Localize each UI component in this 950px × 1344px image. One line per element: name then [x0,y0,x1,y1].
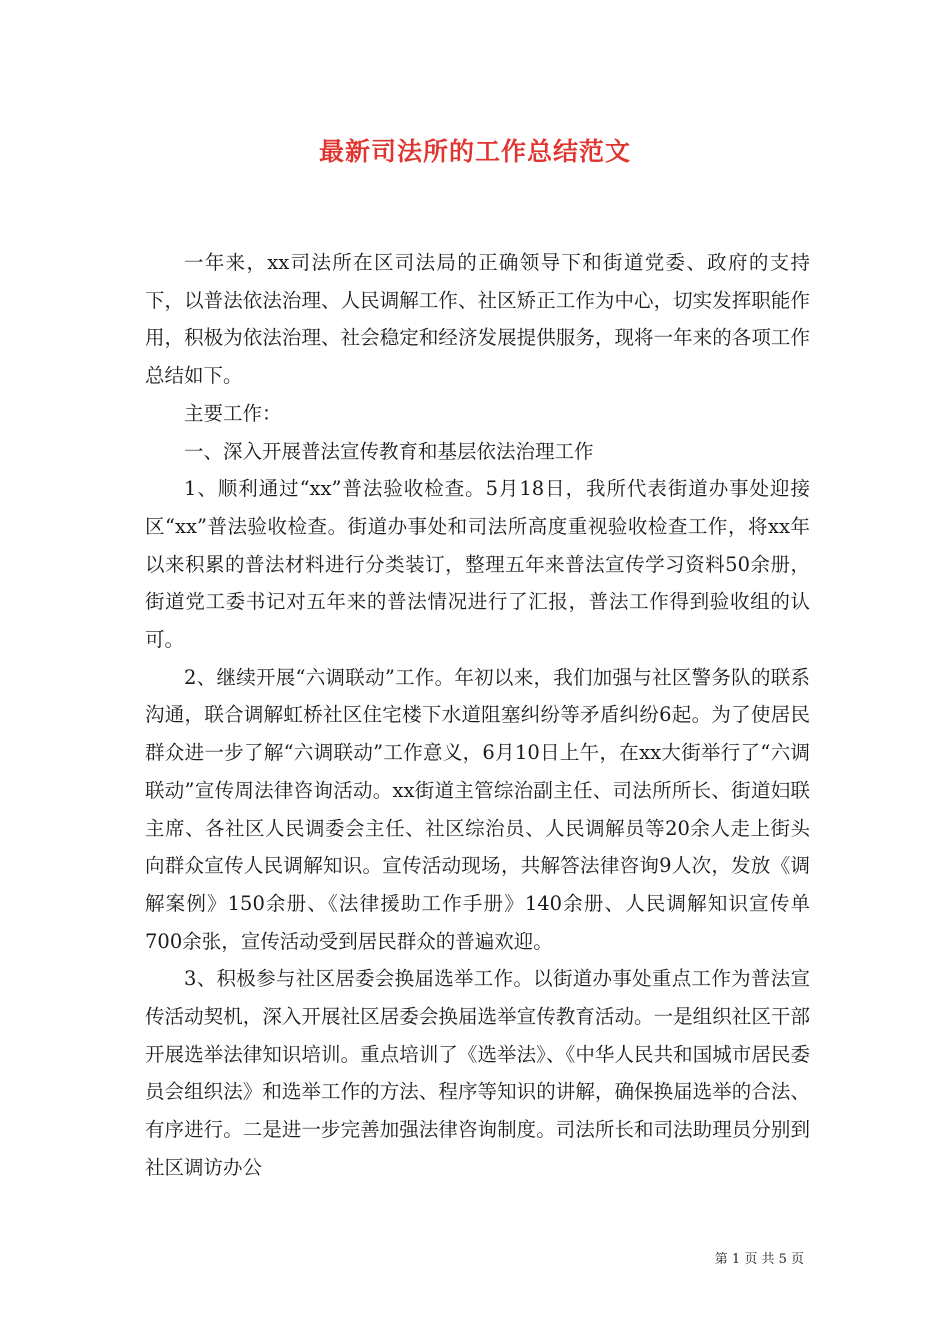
paragraph-item-3: 3、积极参与社区居委会换届选举工作。以街道办事处重点工作为普法宣传活动契机，深入开展社区居委会换届选举宣传教育活动。一是组织社区干部开展选举法律知识培训。重点培训了《选举法》、《中华人民共和国城市居民委员会组织法》和选举工作的方法、程序等知识的讲解，确保换届选举的合法、有序进行。二是进一步完善加强法律咨询制度。司法所长和司法助理员分别到社区调访办公 [145,967,810,1179]
paragraph-main-work-heading: 主要工作： [184,401,282,425]
paragraph-section-one-heading: 一、深入开展普法宣传教育和基层依法治理工作 [184,439,594,463]
document-body [145,244,810,1187]
page-number: 第 1 页 共 5 页 [714,1252,804,1267]
paragraph-item-2: 2、继续开展“六调联动”工作。年初以来，我们加强与社区警务队的联系沟通，联合调解虹桥社区住宅楼下水道阻塞纠纷等矛盾纠纷6起。为了使居民群众进一步了解“六调联动”工作意义，6月10日上午，在xx大街举行了“六调联动”宣传周法律咨询活动。xx街道主管综治副主任、司法所所长、街道妇联主席、各社区人民调委会主任、社区综治员、人民调解员等20余人走上街头向群众宣传人民调解知识。宣传活动现场，共解答法律咨询9人次，发放《调解案例》150余册、《法律援助工作手册》140余册、人民调解知识宣传单700余张，宣传活动受到居民群众的普遍欢迎。 [145,665,810,953]
document-title: 最新司法所的工作总结范文 [318,137,631,166]
paragraph-item-1: 1、顺利通过“xx”普法验收检查。5月18日，我所代表街道办事处迎接区“xx”普法验收检查。街道办事处和司法所高度重视验收检查工作，将xx年以来积累的普法材料进行分类装订，整理五年来普法宣传学习资料50余册，街道党工委书记对五年来的普法情况进行了汇报，普法工作得到验收组的认可。 [145,477,810,652]
paragraph-intro: 一年来，xx司法所在区司法局的正确领导下和街道党委、政府的支持下，以普法依法治理、人民调解工作、社区矫正工作为中心，切实发挥职能作用，积极为依法治理、社会稳定和经济发展提供服务，现将一年来的各项工作总结如下。 [145,251,810,388]
